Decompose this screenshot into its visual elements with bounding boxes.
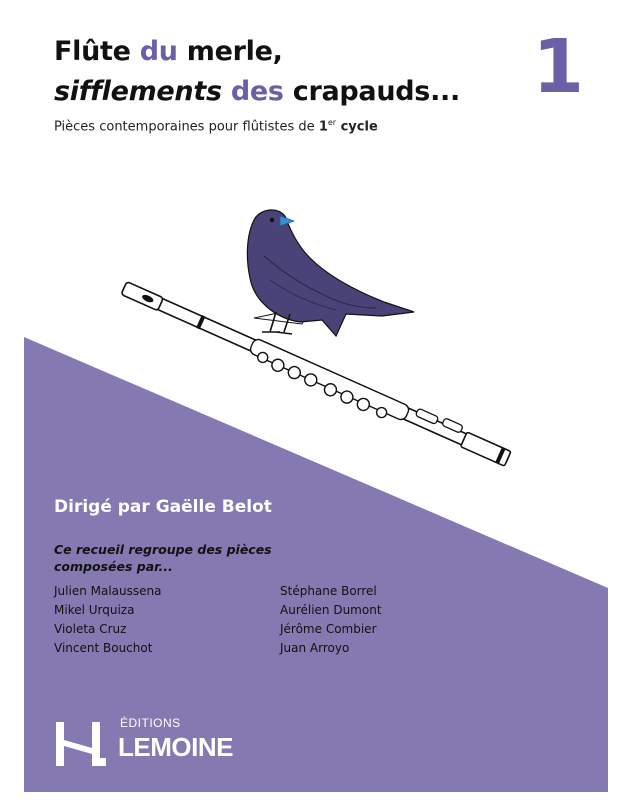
composer-name: Stéphane Borrel: [280, 584, 377, 598]
subtitle-cycle: cycle: [336, 119, 378, 135]
publisher-label: ÉDITIONS: [120, 716, 181, 730]
subtitle-ordinal-suffix: er: [327, 118, 337, 127]
blackbird-icon: [247, 210, 414, 336]
composers-list-left: [54, 582, 161, 658]
title-line-2: [54, 72, 460, 112]
title-word-crapauds: crapauds...: [283, 76, 460, 107]
composer-name: Juan Arroyo: [280, 641, 350, 655]
composers-list-right: [280, 582, 382, 658]
composer-name: Jérôme Combier: [280, 622, 377, 636]
publisher-logo: [54, 716, 314, 772]
composer-name: Julien Malaussena: [54, 584, 162, 598]
intro-line-1: Ce recueil regroupe des pièces: [54, 542, 272, 557]
title-word-du: du: [139, 36, 178, 67]
book-title: [54, 32, 460, 112]
composer-name: Mikel Urquiza: [54, 603, 135, 617]
composer-name: Aurélien Dumont: [280, 603, 382, 617]
title-word-merle: merle,: [177, 36, 283, 67]
volume-number: 1: [532, 24, 584, 110]
title-word-flute: Flûte: [54, 36, 140, 67]
composers-intro: [54, 541, 314, 575]
director-credit: Dirigé par Gaëlle Belot: [54, 497, 272, 517]
cover-page: [24, 10, 608, 792]
cover-illustration: [114, 200, 534, 470]
composer-name: Vincent Bouchot: [54, 641, 153, 655]
title-word-sifflements: sifflements: [54, 76, 222, 107]
subtitle-ordinal: 1: [318, 119, 328, 135]
title-word-des: des: [221, 76, 284, 107]
composer-name: Violeta Cruz: [54, 622, 127, 636]
publisher-name: LEMOINE: [118, 732, 233, 762]
title-line-1: [54, 32, 460, 72]
lemoine-logo-icon: [54, 720, 108, 768]
subtitle: [54, 118, 378, 134]
subtitle-prefix: Pièces contemporaines pour flûtistes de: [54, 119, 319, 135]
intro-line-2: composées par...: [54, 559, 173, 574]
